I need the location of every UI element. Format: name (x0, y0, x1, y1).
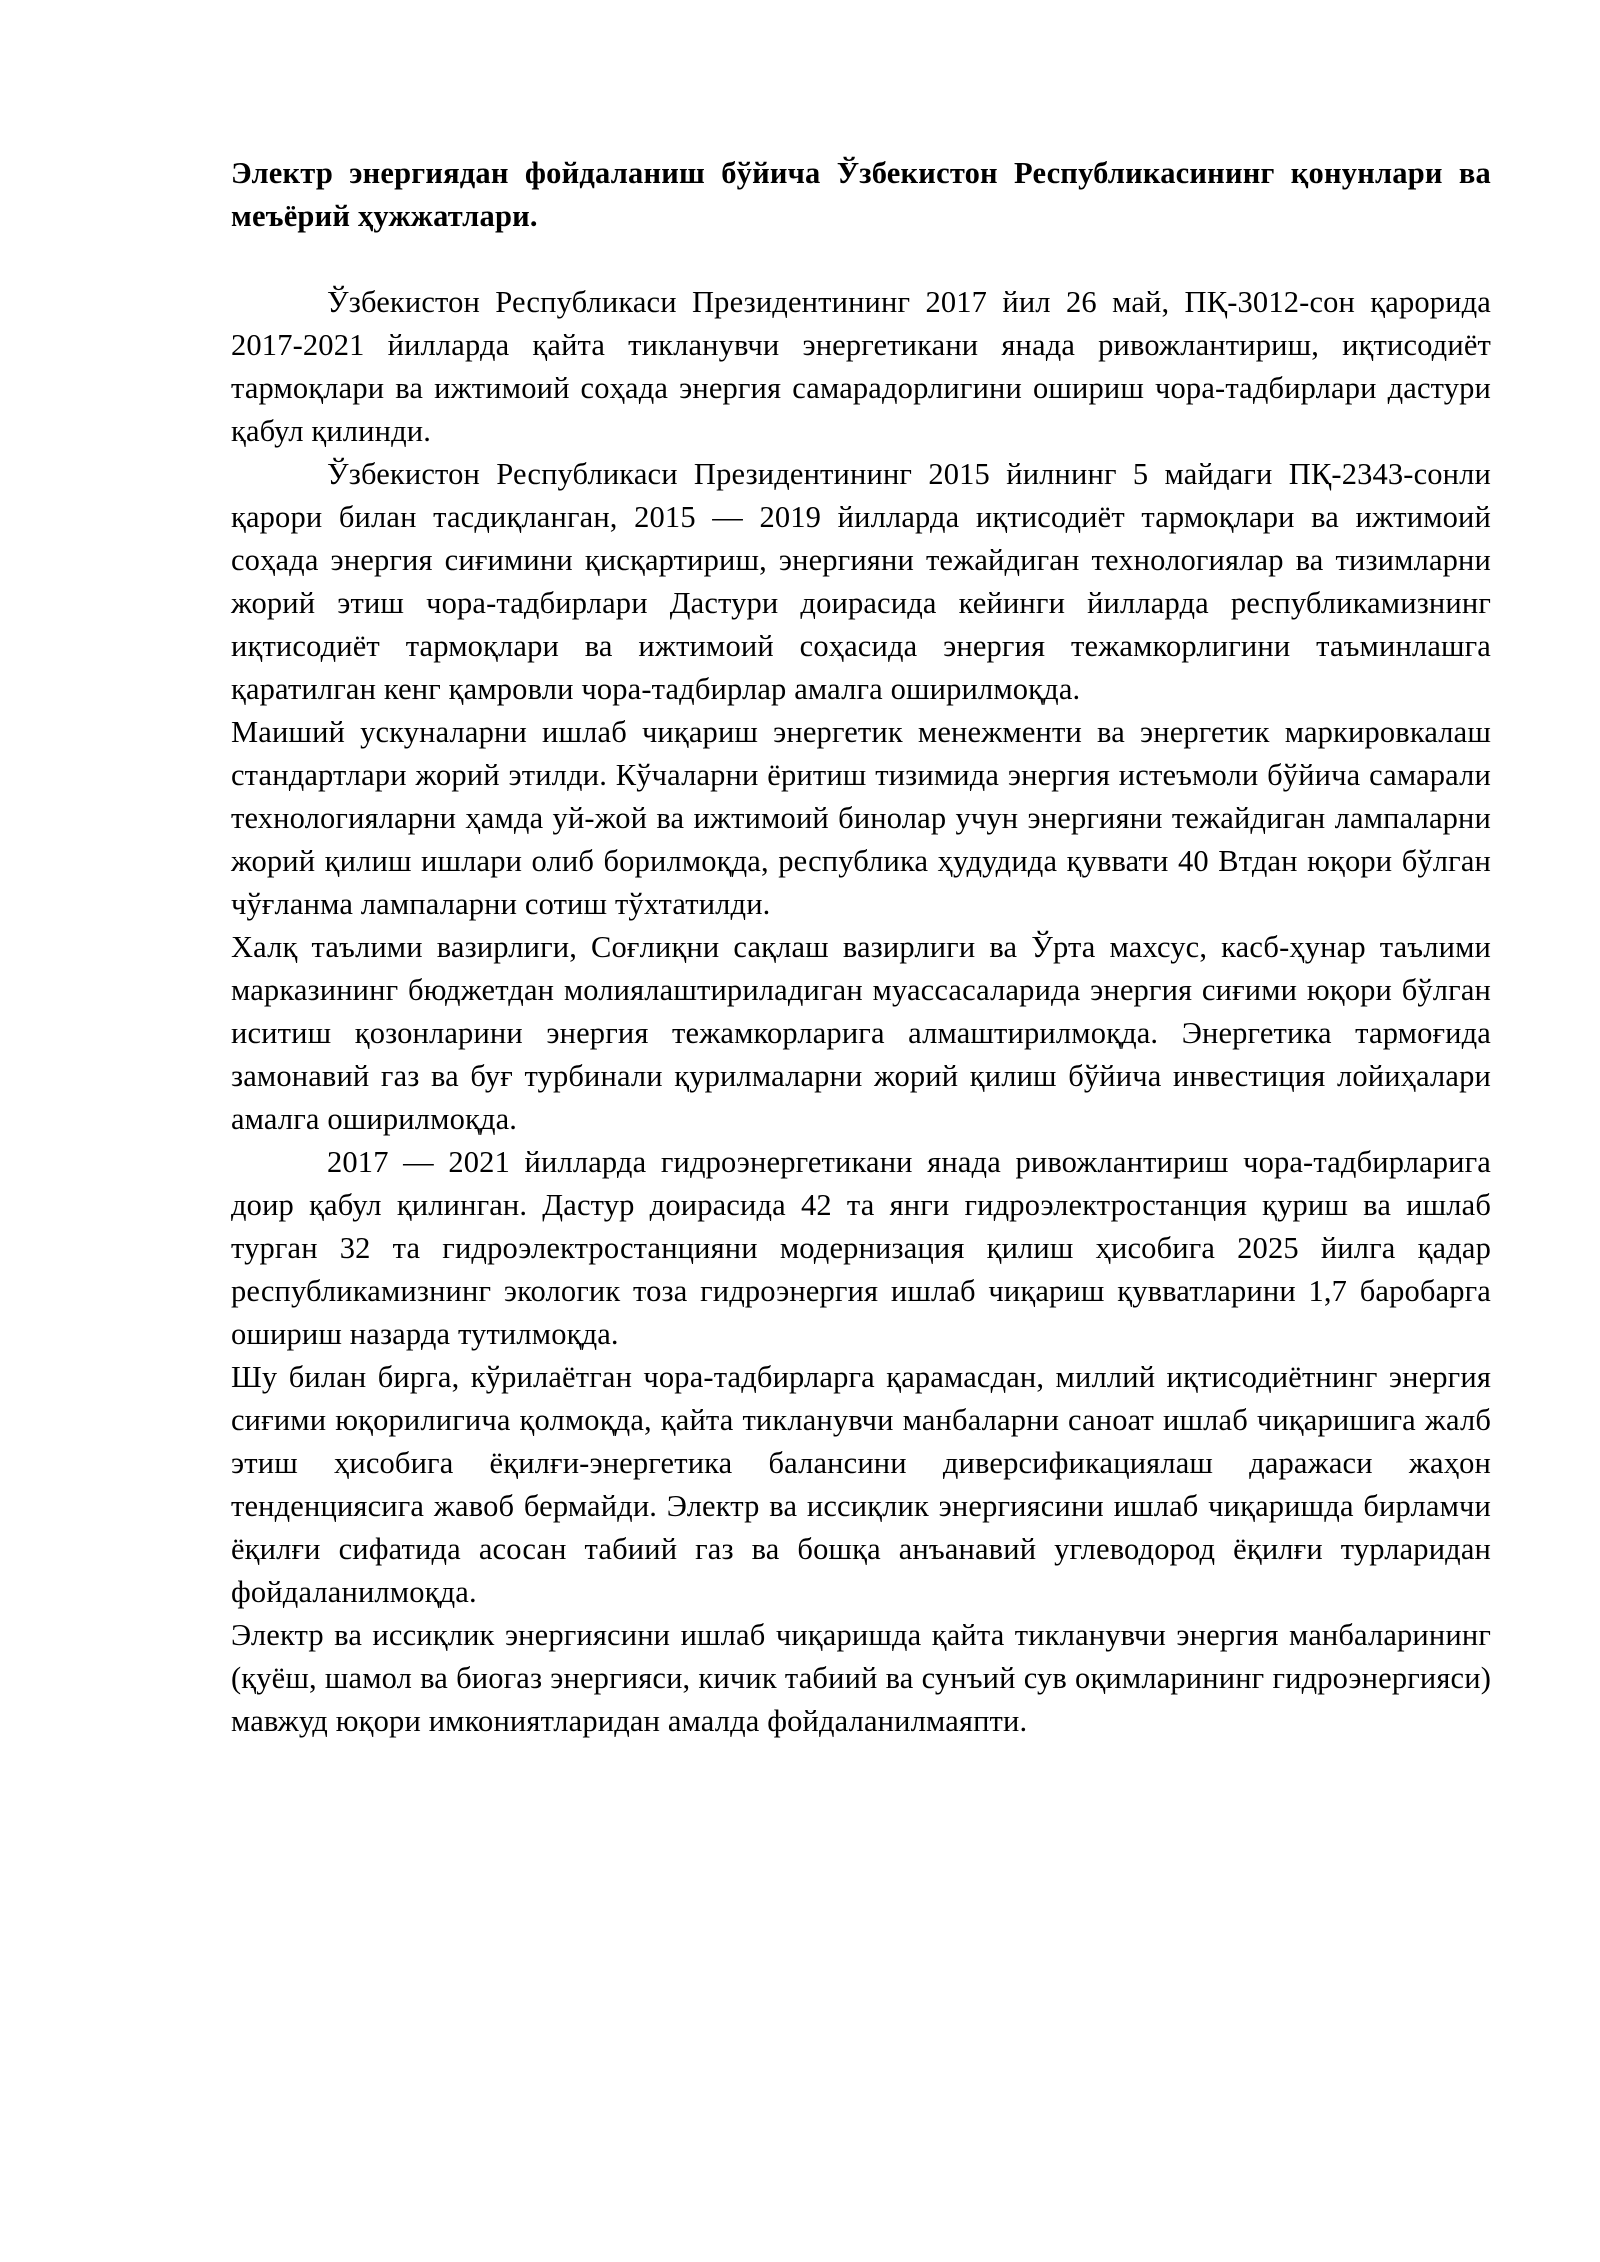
paragraph-hydropower-program: 2017 — 2021 йилларда гидроэнергетикани янада ривожлантириш чора-тадбирларига доир қабул қилинган. Дастур доирасида 42 та янги гидроэлектростанция қуриш ва ишлаб турган 32 та гидроэлектростанцияни модернизация қилиш ҳисобига 2025 йилга қадар республикамизнинг экологик тоза гидроэнергия ишлаб чиқариш қувватларини 1,7 баробарга ошириш назарда тутилмоқда. (231, 1145, 1491, 1351)
document-page (231, 152, 1491, 1743)
paragraph-presidential-decree-2343: Ўзбекистон Республикаси Президентининг 2015 йилнинг 5 майдаги ПҚ-2343-сонли қарори билан тасдиқланган, 2015 — 2019 йилларда иқтисодиёт тармоқлари ва ижтимоий соҳада энергия сиғимини қисқартириш, энергияни тежайдиган технологиялар ва тизимларни жорий этиш чора-тадбирлари Дастури доирасида кейинги йилларда республикамизнинг иқтисодиёт тармоқлари ва ижтимоий соҳасида энергия тежамкорлигини таъминлашга қаратилган кенг қамровли чора-тадбирлар амалга оширилмоқда. (231, 457, 1491, 706)
document-title: Электр энергиядан фойдаланиш бўйича Ўзбекистон Республикасининг қонунлари ва меъёрий ҳужжатлари. (231, 156, 1491, 233)
paragraph-energy-intensity: Шу билан бирга, кўрилаётган чора-тадбирларга қарамасдан, миллий иқтисодиётнинг энергия сиғими юқорилигича қолмоқда, қайта тикланувчи манбаларни саноат ишлаб чиқаришига жалб этиш ҳисобига ёқилғи-энергетика балансини диверсификациялаш даражаси жаҳон тенденциясига жавоб бермайди. Электр ва иссиқлик энергиясини ишлаб чиқаришда бирламчи ёқилғи сифатида асосан табиий газ ва бошқа анъанавий углеводород ёқилғи турларидан фойдаланилмоқда. (231, 1360, 1491, 1609)
paragraph-renewable-sources: Электр ва иссиқлик энергиясини ишлаб чиқаришда қайта тикланувчи энергия манбаларининг (қуёш, шамол ва биогаз энергияси, кичик табиий ва сунъий сув оқимларининг гидроэнергияси) мавжуд юқори имкониятларидан амалда фойдаланилмаяпти. (231, 1618, 1491, 1738)
paragraph-ministries-boilers: Халқ таълими вазирлиги, Соғлиқни сақлаш вазирлиги ва Ўрта махсус, касб-ҳунар таълими марказининг бюджетдан молиялаштириладиган муассасаларида энергия сиғими юқори бўлган иситиш қозонларини энергия тежамкорларига алмаштирилмоқда. Энергетика тармоғида замонавий газ ва буғ турбинали қурилмаларни жорий қилиш бўйича инвестиция лойиҳалари амалга оширилмоқда. (231, 930, 1491, 1136)
paragraph-presidential-decree-3012: Ўзбекистон Республикаси Президентининг 2017 йил 26 май, ПҚ-3012-сон қарорида 2017-2021 йилларда қайта тикланувчи энергетикани янада ривожлантириш, иқтисодиёт тармоқлари ва ижтимоий соҳада энергия самарадорлигини ошириш чора-тадбирлари дастури қабул қилинди. (231, 285, 1491, 448)
paragraph-household-appliances: Маиший ускуналарни ишлаб чиқариш энергетик менежменти ва энергетик маркировкалаш стандартлари жорий этилди. Кўчаларни ёритиш тизимида энергия истеъмоли бўйича самарали технологияларни ҳамда уй-жой ва ижтимоий бинолар учун энергияни тежайдиган лампаларни жорий қилиш ишлари олиб борилмоқда, республика ҳудудида қуввати 40 Втдан юқори бўлган чўғланма лампаларни сотиш тўхтатилди. (231, 715, 1491, 921)
